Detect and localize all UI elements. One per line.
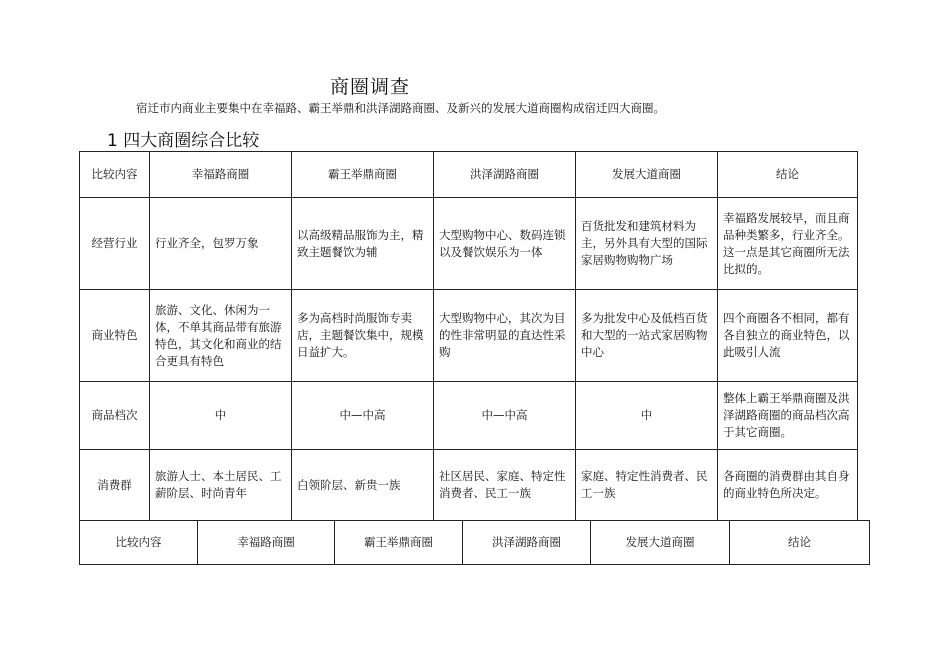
- table-cell: 中—中高: [434, 382, 576, 450]
- table-cell: 大型购物中心、数码连锁以及餐饮娱乐为一体: [434, 198, 576, 290]
- table-header-row: [80, 152, 858, 198]
- table-cell: 整体上霸王举鼎商圈及洪泽湖路商圈的商品档次高于其它商圈。: [718, 382, 858, 450]
- header-cell: 结论: [730, 521, 870, 565]
- header-cell: 比较内容: [80, 152, 150, 198]
- header-cell: 霸王举鼎商圈: [335, 521, 463, 565]
- table-cell: 各商圈的消费群由其自身的商业特色所决定。: [718, 450, 858, 521]
- row-label: 消费群: [80, 450, 150, 521]
- header-cell: 幸福路商圈: [198, 521, 335, 565]
- row-label: 商品档次: [80, 382, 150, 450]
- table-cell: 多为高档时尚服饰专卖店，主题餐饮集中，规模日益扩大。: [292, 290, 434, 382]
- table-cell: 家庭、特定性消费者、民工一族: [576, 450, 718, 521]
- repeat-header-table: [79, 520, 870, 565]
- header-cell: 幸福路商圈: [150, 152, 292, 198]
- table-cell: 旅游人士、本土居民、工薪阶层、时尚青年: [150, 450, 292, 521]
- intro-paragraph: 宿迁市内商业主要集中在幸福路、霸王举鼎和洪泽湖路商圈、及新兴的发展大道商圈构成宿迁四大商圈。: [136, 101, 665, 115]
- table-cell: 中: [576, 382, 718, 450]
- row-label: 商业特色: [80, 290, 150, 382]
- table-cell: 行业齐全，包罗万象: [150, 198, 292, 290]
- row-label: 经营行业: [80, 198, 150, 290]
- section-heading: 1 四大商圈综合比较: [107, 131, 260, 151]
- header-cell: 比较内容: [80, 521, 198, 565]
- table-cell: 百货批发和建筑材料为主，另外具有大型的国际家居购物购物广场: [576, 198, 718, 290]
- header-cell: 霸王举鼎商圈: [292, 152, 434, 198]
- table-cell: 大型购物中心，其次为目的性非常明显的直达性采购: [434, 290, 576, 382]
- table-header-row: [80, 521, 870, 565]
- table-row: [80, 290, 858, 382]
- table-cell: 社区居民、家庭、特定性消费者、民工一族: [434, 450, 576, 521]
- table-row: [80, 382, 858, 450]
- header-cell: 发展大道商圈: [591, 521, 730, 565]
- header-cell: 洪泽湖路商圈: [434, 152, 576, 198]
- table-row: [80, 198, 858, 290]
- header-cell: 结论: [718, 152, 858, 198]
- table-cell: 以高级精品服饰为主，精致主题餐饮为辅: [292, 198, 434, 290]
- table-cell: 幸福路发展较早，而且商品种类繁多，行业齐全。这一点是其它商圈所无法比拟的。: [718, 198, 858, 290]
- table-row: [80, 450, 858, 521]
- table-cell: 多为批发中心及低档百货和大型的一站式家居购物中心: [576, 290, 718, 382]
- table-cell: 中: [150, 382, 292, 450]
- table-cell: 中—中高: [292, 382, 434, 450]
- table-cell: 白领阶层、新贵一族: [292, 450, 434, 521]
- page-title: 商圈调查: [330, 76, 411, 98]
- table-cell: 四个商圈各不相同，都有各自独立的商业特色，以此吸引人流: [718, 290, 858, 382]
- comparison-table: [79, 151, 858, 521]
- table-cell: 旅游、文化、休闲为一体，不单其商品带有旅游特色，其文化和商业的结合更具有特色: [150, 290, 292, 382]
- header-cell: 发展大道商圈: [576, 152, 718, 198]
- header-cell: 洪泽湖路商圈: [463, 521, 591, 565]
